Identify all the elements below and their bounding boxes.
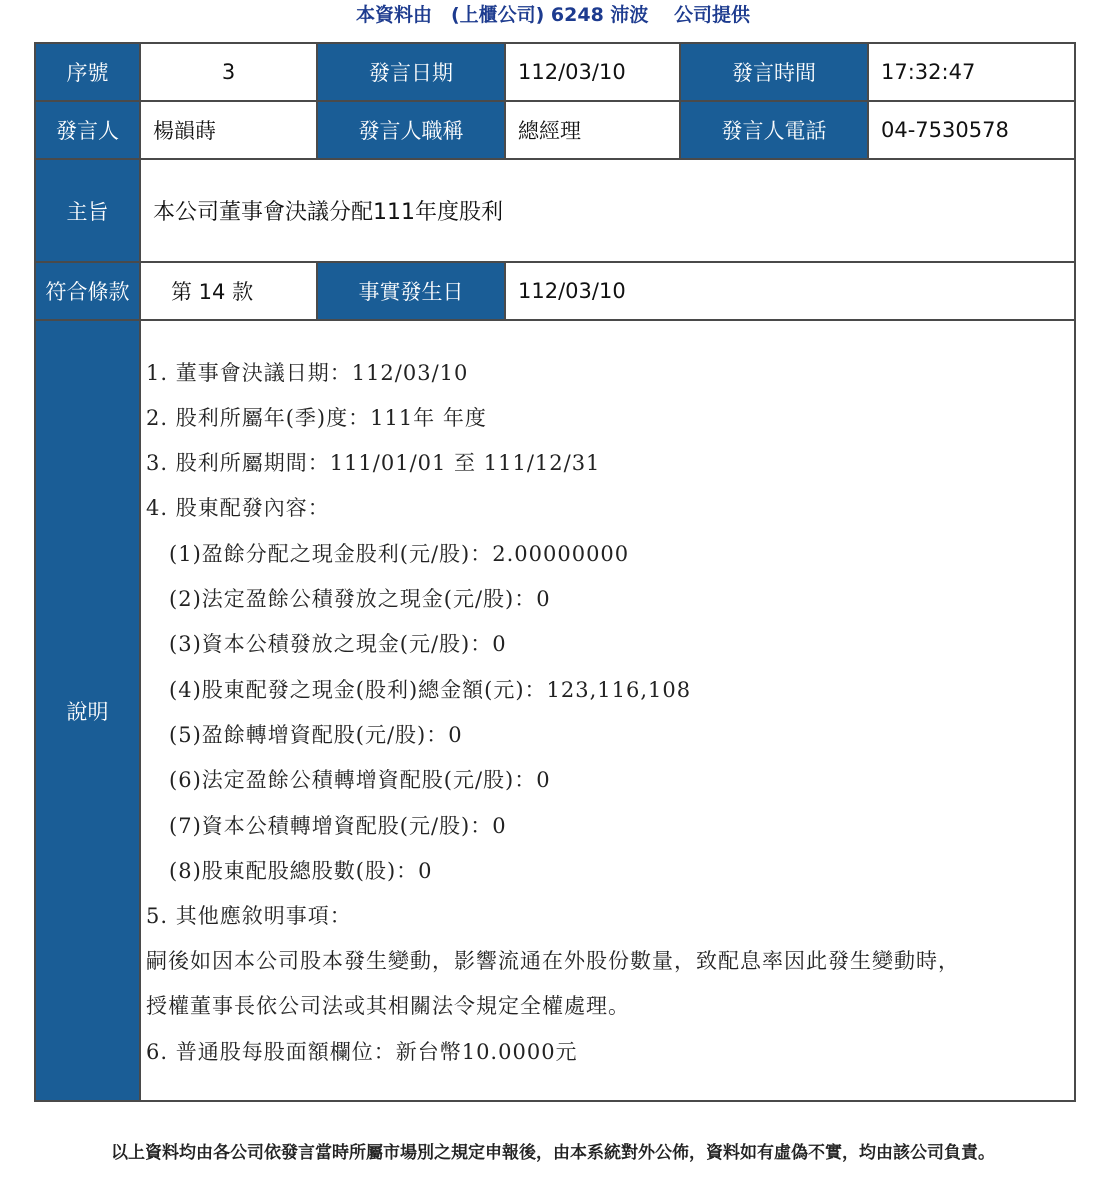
value-serial: 3 bbox=[141, 44, 318, 102]
description-line: 2. 股利所屬年(季)度：111年 年度 bbox=[146, 406, 487, 430]
description-line: (2)法定盈餘公積發放之現金(元/股)：0 bbox=[146, 587, 551, 611]
description-line: (7)資本公積轉增資配股(元/股)：0 bbox=[146, 814, 507, 838]
label-clause: 符合條款 bbox=[36, 263, 141, 321]
description-line: (4)股東配發之現金(股利)總金額(元)：123,116,108 bbox=[146, 678, 692, 702]
label-subject: 主旨 bbox=[36, 160, 141, 263]
value-subject: 本公司董事會決議分配111年度股利 bbox=[141, 160, 1074, 263]
description-line: (6)法定盈餘公積轉增資配股(元/股)：0 bbox=[146, 768, 551, 792]
announcement-table bbox=[34, 42, 1076, 1102]
value-time: 17:32:47 bbox=[869, 44, 1074, 102]
label-date: 發言日期 bbox=[318, 44, 506, 102]
description-line: 5. 其他應敘明事項： bbox=[146, 904, 352, 928]
label-event-date: 事實發生日 bbox=[318, 263, 506, 321]
value-date: 112/03/10 bbox=[506, 44, 681, 102]
label-serial: 序號 bbox=[36, 44, 141, 102]
label-speaker: 發言人 bbox=[36, 102, 141, 160]
disclaimer-footer: 以上資料均由各公司依發言當時所屬市場別之規定申報後，由本系統對外公佈，資料如有虛偽不實，均由該公司負責。 bbox=[111, 1143, 995, 1163]
description-line: 3. 股利所屬期間：111/01/01 至 111/12/31 bbox=[146, 451, 601, 475]
page-title: 本資料由 (上櫃公司) 6248 沛波 公司提供 bbox=[355, 4, 751, 26]
label-time: 發言時間 bbox=[681, 44, 869, 102]
value-speaker-title: 總經理 bbox=[506, 102, 681, 160]
description-line: (8)股東配股總股數(股)：0 bbox=[146, 859, 433, 883]
value-event-date: 112/03/10 bbox=[506, 263, 1074, 321]
label-speaker-phone: 發言人電話 bbox=[681, 102, 869, 160]
description-line: 嗣後如因本公司股本發生變動，影響流通在外股份數量，致配息率因此發生變動時， bbox=[146, 949, 960, 973]
description-line: 4. 股東配發內容： bbox=[146, 496, 330, 520]
description-line: (3)資本公積發放之現金(元/股)：0 bbox=[146, 632, 507, 656]
label-speaker-title: 發言人職稱 bbox=[318, 102, 506, 160]
description-line: 授權董事長依公司法或其相關法令規定全權處理。 bbox=[146, 994, 630, 1018]
value-speaker: 楊韻蒔 bbox=[141, 102, 318, 160]
description-line: 1. 董事會決議日期：112/03/10 bbox=[146, 361, 469, 385]
description-line: 6. 普通股每股面額欄位：新台幣10.0000元 bbox=[146, 1040, 578, 1064]
description-line: (5)盈餘轉增資配股(元/股)：0 bbox=[146, 723, 463, 747]
value-clause: 第 14 款 bbox=[141, 263, 318, 321]
value-speaker-phone: 04-7530578 bbox=[869, 102, 1074, 160]
description-line: (1)盈餘分配之現金股利(元/股)：2.00000000 bbox=[146, 542, 630, 566]
label-description: 說明 bbox=[36, 321, 141, 1100]
